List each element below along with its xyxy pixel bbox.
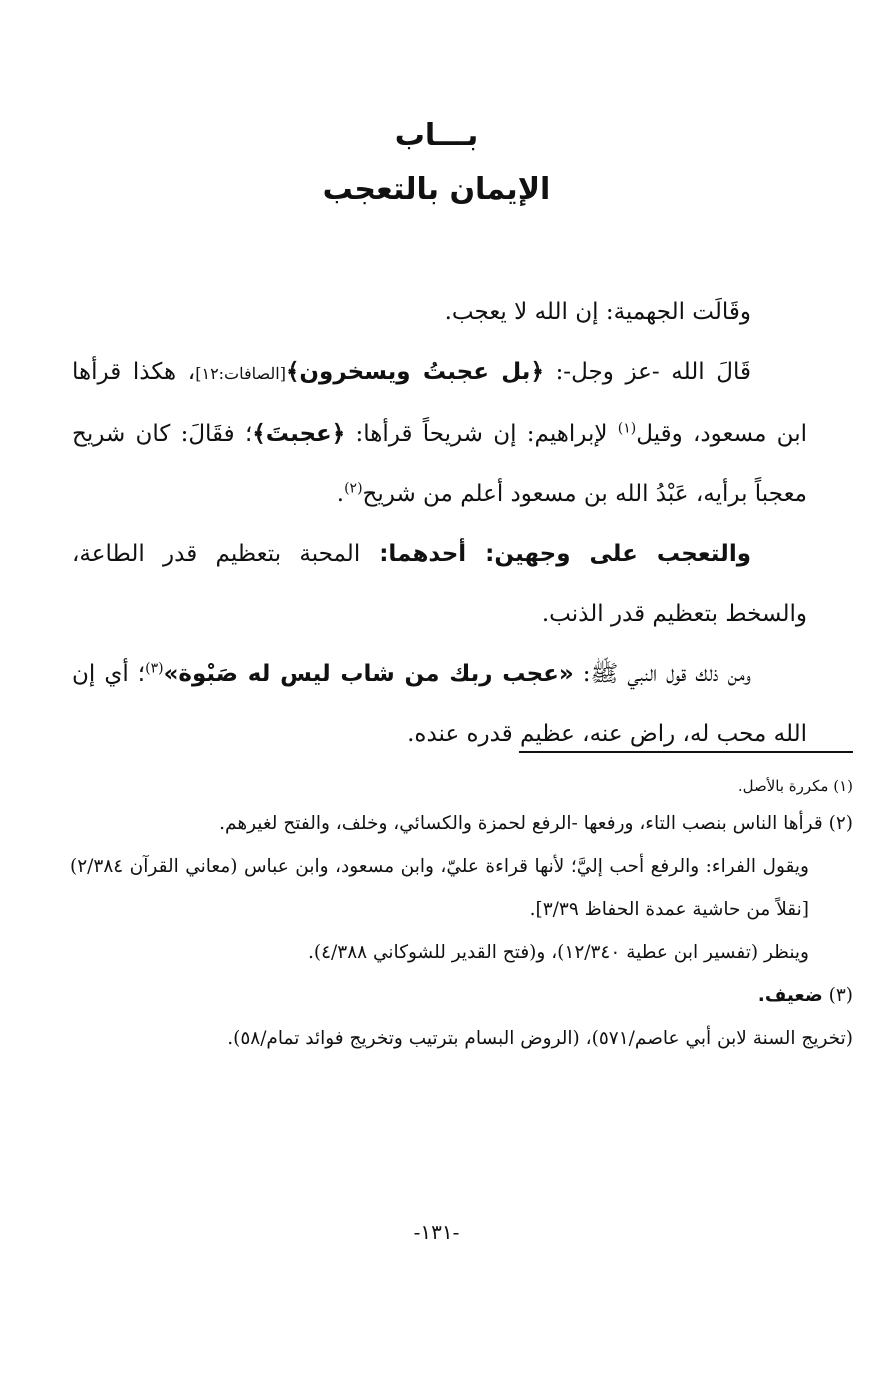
text-segment: . <box>336 481 345 507</box>
bold-lead: والتعجب على وجهين: أحدهما: <box>360 541 751 567</box>
footnote-3-label: (٣) <box>822 985 853 1006</box>
paragraph-verse <box>72 342 807 524</box>
verse-reference: [الصافات:١٢] <box>195 364 286 383</box>
chapter-title: الإيمان بالتعجب <box>322 172 551 207</box>
text-segment: قَالَ الله -عز وجل-: <box>543 359 751 385</box>
text-segment: المحبة بتعظيم قدر الطاعة، والسخط بتعظيم قدر الذنب. <box>72 541 807 627</box>
main-text <box>72 282 807 764</box>
footnote-ref-2[interactable]: (٢) <box>344 480 363 497</box>
footnote-2: (٢) قرأها الناس بنصب التاء، ورفعها -الرفع لحمزة والكسائي، وخلف، والفتح لغيرهم. <box>219 813 853 834</box>
text-segment: ؛ أي إن الله محب له، راض عنه، عظيم قدره عنده. <box>72 661 807 747</box>
footnote-ref-3[interactable]: (٣) <box>145 660 164 677</box>
footnote-3 <box>70 974 853 1017</box>
footnotes <box>70 770 853 1060</box>
footnote-2-refs: وينظر (تفسير ابن عطية ١٢/٣٤٠)، و(فتح القدير للشوكاني ٤/٣٨٨). <box>308 942 809 963</box>
footnote-3-grade: ضعيف. <box>757 985 823 1006</box>
quran-verse: ﴿بل عجبتُ ويسخرون﴾ <box>285 359 544 385</box>
paragraph-hadith <box>72 644 807 764</box>
text-segment: ومن ذلك قول النبي ﷺ: <box>573 661 751 687</box>
text-segment: ؛ فقَالَ: كان شريح معجباً برأيه، عَبْدُ الله بن مسعود أعلم من شريح <box>72 421 807 507</box>
footnote-2-farra: ويقول الفراء: والرفع أحب إليَّ؛ لأنها قراءة عليّ، وابن مسعود، وابن عباس (معاني القرآن ٢/٣٨٤) [نقلاً من حاشية عمدة الحفاظ ٣/٣٩]. <box>70 856 809 920</box>
paragraph-two-aspects <box>72 524 807 644</box>
footnote-1: (١) مكررة بالأصل. <box>737 777 853 795</box>
text-segment: لإبراهيم: إن شريحاً قرأها: <box>345 421 618 447</box>
footnote-3-sources: (تخريج السنة لابن أبي عاصم/٥٧١)، (الروض البسام بترتيب وتخريج فوائد تمام/٥٨). <box>227 1028 853 1049</box>
page-number: -١٣١- <box>413 1220 460 1244</box>
quran-verse-alt: ﴿عجبتَ﴾ <box>252 421 346 447</box>
footnote-divider <box>519 751 853 753</box>
text-segment: ، هكذا قرأها ابن مسعود، وقيل <box>72 359 807 447</box>
hadith-text: «عجب ربك من شاب ليس له صَبْوة» <box>163 661 574 687</box>
paragraph-jahmiyya: وقَالَت الجهمية: إن الله لا يعجب. <box>444 299 751 325</box>
chapter-label: بـــاب <box>394 118 479 153</box>
footnote-ref-1[interactable]: (١) <box>617 420 637 437</box>
